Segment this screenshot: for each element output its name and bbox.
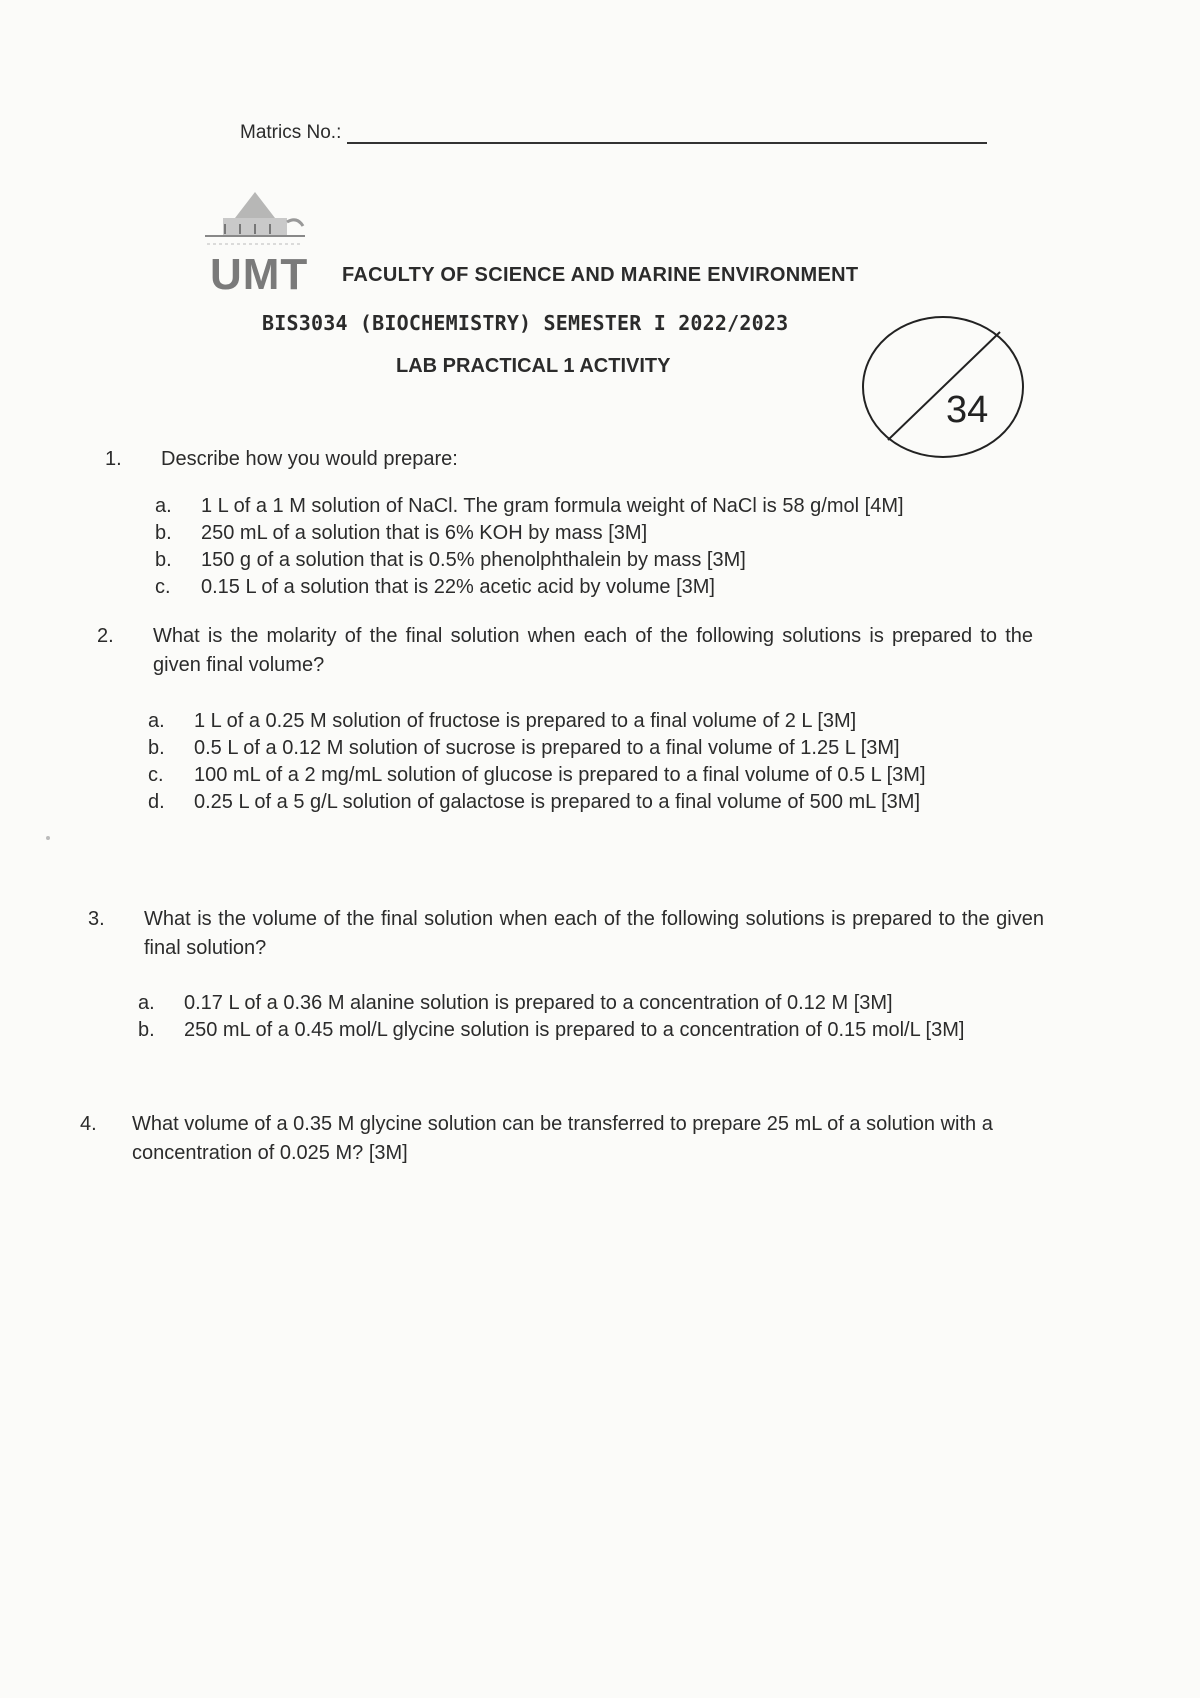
list-item [148, 762, 1038, 789]
question-text: What is the volume of the final solution when each of the following solutions is prepared to the given final solution? [144, 908, 1044, 959]
item-text: 100 mL of a 2 mg/mL solution of glucose is prepared to a final volume of 0.5 L [3M] [194, 764, 926, 786]
question-number: 2. [97, 625, 114, 647]
score-circle [858, 312, 1028, 462]
question-number: 3. [88, 908, 105, 930]
item-label: b. [148, 737, 165, 759]
item-text: 0.17 L of a 0.36 M alanine solution is prepared to a concentration of 0.12 M [3M] [184, 992, 893, 1014]
matrics-field [240, 122, 987, 144]
item-text: 250 mL of a solution that is 6% KOH by mass [3M] [201, 522, 648, 544]
item-label: a. [148, 710, 165, 732]
list-item [155, 547, 1055, 574]
question-number: 1. [105, 448, 122, 470]
item-label: d. [148, 791, 165, 813]
list-item [155, 493, 1055, 520]
item-label: b. [138, 1019, 155, 1041]
umt-logo-text: UMT [210, 250, 309, 299]
item-label: a. [155, 495, 172, 517]
matrics-underline [347, 124, 987, 144]
list-item [148, 735, 1038, 762]
item-text: 0.15 L of a solution that is 22% acetic acid by volume [3M] [201, 576, 715, 598]
list-item [155, 574, 1055, 601]
item-label: b. [155, 522, 172, 544]
item-text: 250 mL of a 0.45 mol/L glycine solution is prepared to a concentration of 0.15 mol/L [3M] [184, 1019, 965, 1041]
course-heading: BIS3034 (BIOCHEMISTRY) SEMESTER I 2022/2023 [262, 311, 789, 335]
scan-speck [46, 836, 50, 840]
matrics-label: Matrics No.: [240, 122, 342, 143]
item-text: 1 L of a 0.25 M solution of fructose is prepared to a final volume of 2 L [3M] [194, 710, 857, 732]
list-item [138, 1017, 1048, 1044]
item-label: a. [138, 992, 155, 1014]
list-item [155, 520, 1055, 547]
score-value: 34 [946, 389, 989, 431]
item-text: 150 g of a solution that is 0.5% phenolphthalein by mass [3M] [201, 549, 746, 571]
question-1-items [155, 493, 1055, 601]
question-3-items [138, 990, 1048, 1044]
item-label: c. [155, 576, 171, 598]
item-text: 0.5 L of a 0.12 M solution of sucrose is prepared to a final volume of 1.25 L [3M] [194, 737, 900, 759]
item-label: b. [155, 549, 172, 571]
list-item [148, 708, 1038, 735]
item-text: 0.25 L of a 5 g/L solution of galactose is prepared to a final volume of 500 mL [3M] [194, 791, 920, 813]
faculty-heading: FACULTY OF SCIENCE AND MARINE ENVIRONMENT [342, 264, 859, 286]
question-text: What volume of a 0.35 M glycine solution can be transferred to prepare 25 mL of a solution with a concentration of 0.025 M? [3M] [132, 1113, 993, 1164]
question-number: 4. [80, 1113, 97, 1135]
question-2-items [148, 708, 1038, 816]
item-label: c. [148, 764, 164, 786]
question-text: What is the molarity of the final solution when each of the following solutions is prepared to the given final volume? [153, 625, 1033, 676]
activity-heading: LAB PRACTICAL 1 ACTIVITY [396, 355, 671, 377]
list-item [138, 990, 1048, 1017]
item-text: 1 L of a 1 M solution of NaCl. The gram formula weight of NaCl is 58 g/mol [4M] [201, 495, 904, 517]
question-text: Describe how you would prepare: [161, 448, 458, 470]
list-item [148, 789, 1038, 816]
